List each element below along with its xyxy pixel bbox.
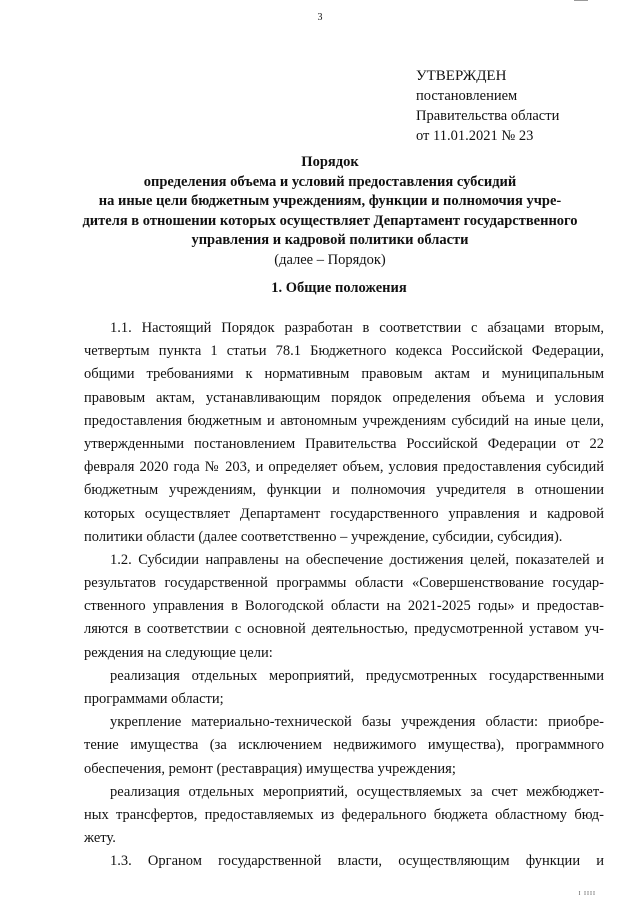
page-number: 3 [317,12,323,23]
approval-line-date-number: от 11.01.2021 № 23 [416,128,534,144]
body-line: утвержденными постановлением Правительства Российской Федерации от 22 [84,435,604,452]
scan-corner-mark [574,0,588,3]
approval-line-approved: УТВЕРЖДЕН [416,68,507,84]
body-line: укрепление материально-технической базы учреждения области: приобре- [110,714,604,731]
scan-footer-marks: I IIII [578,891,596,897]
title-line-4: дителя в отношении которых осуществляет Департамент государственного [82,212,578,229]
body-line: правовым актам, устанавливающим порядок определения объема и условия [84,389,604,406]
body-line: ственного управления в Вологодской области на 2021-2025 годы» и предостав- [84,598,604,615]
title-line-3: на иные цели бюджетным учреждениям, функции и полномочия учре- [98,193,562,209]
body-line: 1.3. Органом государственной власти, осуществляющим функции и [110,853,604,870]
body-line: реждения на следующие цели: [84,644,273,661]
body-line: результатов государственной программы области «Совершенствование государ- [84,575,604,592]
body-line: 1.2. Субсидии направлены на обеспечение достижения целей, показателей и [110,551,604,568]
body-line: ных трансфертов, предоставляемых из федерального бюджета областному бюд- [84,806,604,823]
title-line-5: управления и кадровой политики области [191,232,469,248]
body-line: ляются в соответствии с основной деятельностью, предусмотренной уставом уч- [84,621,604,638]
body-line: общими требованиями к нормативным правовым актам и муниципальным [84,366,604,383]
document-title [70,153,590,270]
body-line: 1.1. Настоящий Порядок разработан в соответствии с абзацами вторым, [110,320,604,336]
body-line: жету. [84,830,116,847]
body-line: политики области (далее соответственно – учреждение, субсидии, субсидия). [84,528,563,545]
approval-stamp-block [416,66,616,146]
approval-line-government: Правительства области [416,108,560,124]
section-heading: 1. Общие положения [271,280,407,296]
body-text [84,317,604,874]
body-line: программами области; [84,691,224,707]
title-line-1: Порядок [301,154,359,170]
title-line-2: определения объема и условий предоставления субсидий [143,173,517,190]
title-line-6: (далее – Порядок) [274,251,386,268]
body-line: обеспечения, ремонт (реставрация) имущества учреждения; [84,760,456,777]
body-line: которых осуществляет Департамент государственного управления и кадровой [84,505,604,522]
body-line: четвертым пункта 1 статьи 78.1 Бюджетного кодекса Российской Федерации, [84,343,604,360]
body-line: предоставления бюджетным и автономным учреждениям субсидий на иные цели, [84,412,604,429]
body-line: реализация отдельных мероприятий, предусмотренных государственными [110,667,604,684]
body-line: бюджетным учреждениям, функции и полномочия учредителя в отношении [84,482,604,499]
body-line: тение имущества (за исключением недвижимого имущества), программного [84,737,604,754]
body-line: февраля 2020 года № 203, и определяет объем, условия предоставления субсидий [84,459,604,476]
body-line: реализация отдельных мероприятий, осуществляемых за счет межбюджет- [110,783,604,800]
approval-line-resolution: постановлением [416,88,518,104]
